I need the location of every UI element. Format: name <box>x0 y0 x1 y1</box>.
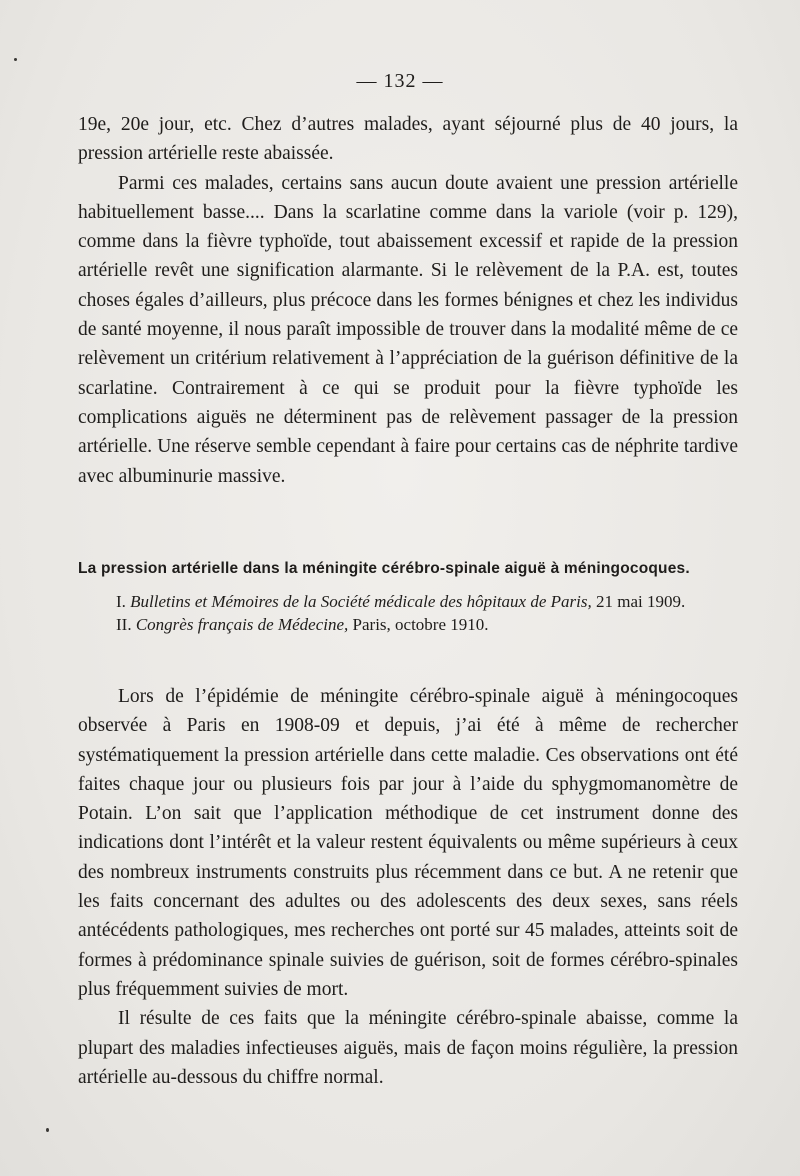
paper-speck <box>46 1128 49 1132</box>
paragraph-conclusion: Il résulte de ces faits que la méningite cérébro-spinale abaisse, comme la plupart des maladies infectieuses aiguës, mais de façon moins régulière, la pression artérielle au-dessous du chiffre normal. <box>78 1008 738 1088</box>
reference-date: 21 mai 1909. <box>595 592 686 611</box>
paragraph-scarlatine: Parmi ces malades, certains sans aucun doute avaient une pression artérielle habituellement basse.... Dans la scarlatine comme dans la variole (voir p. 129), comme dans la fièvre typhoïde, tout abaissement excessif et rapide de la pression artérielle revêt une signification alarmante. Si le relèvement de la P.A. est, toutes choses égales d’ailleurs, plus précoce dans les formes bénignes et chez les individus de santé moyenne, il nous paraît impossible de trouver dans la modalité même de ce relèvement un critérium relativement à l’appréciation de la guérison définitive de la scarlatine. Contrairement à ce qui se produit pour la fièvre typhoïde les complications aiguës ne déterminent pas de relèvement passager de la pression artérielle. Une réserve semble cependant à faire pour certains cas de néphrite tardive avec albuminurie massive. <box>78 172 738 487</box>
reference-item-1 <box>116 590 756 613</box>
text-block-lower <box>78 682 738 1092</box>
section-heading: La pression artérielle dans la méningite cérébro-spinale aiguë à méningocoques. <box>78 560 690 577</box>
reference-item-2 <box>116 613 756 636</box>
reference-list <box>116 590 756 636</box>
reference-number: I. <box>116 592 126 611</box>
paper-speck <box>14 58 17 61</box>
paragraph-continuation: 19e, 20e jour, etc. Chez d’autres malades, ayant séjourné plus de 40 jours, la pression artérielle reste abaissée. <box>78 114 738 165</box>
paragraph-epidemie: Lors de l’épidémie de méningite cérébro-spinale aiguë à méningocoques observée à Paris en 1908-09 et depuis, j’ai été à même de rechercher systématiquement la pression artérielle dans cette maladie. Ces observations ont été faites chaque jour ou plusieurs fois par jour à l’aide du sphygmomanomètre de Potain. L’on sait que l’application méthodique de cet instrument donne des indications dont l’intérêt et la valeur restent équivalents ou même supérieurs à ceux des nombreux instruments construits plus récemment dans ce but. A ne retenir que les faits concernant des adultes ou des adolescents des deux sexes, sans réels antécédents pathologiques, mes recherches ont porté sur 45 malades, atteints soit de formes à prédominance spinale suivies de guérison, soit de formes cérébro-spinales plus fréquemment suivies de mort. <box>78 686 738 1000</box>
page-number: — 132 — <box>356 70 444 92</box>
reference-date: Paris, octobre 1910. <box>352 615 489 634</box>
reference-number: II. <box>116 615 132 634</box>
text-block-upper <box>78 110 738 491</box>
reference-title: Bulletins et Mémoires de la Société médicale des hôpitaux de Paris, <box>130 592 592 611</box>
reference-title: Congrès français de Médecine, <box>135 615 349 634</box>
